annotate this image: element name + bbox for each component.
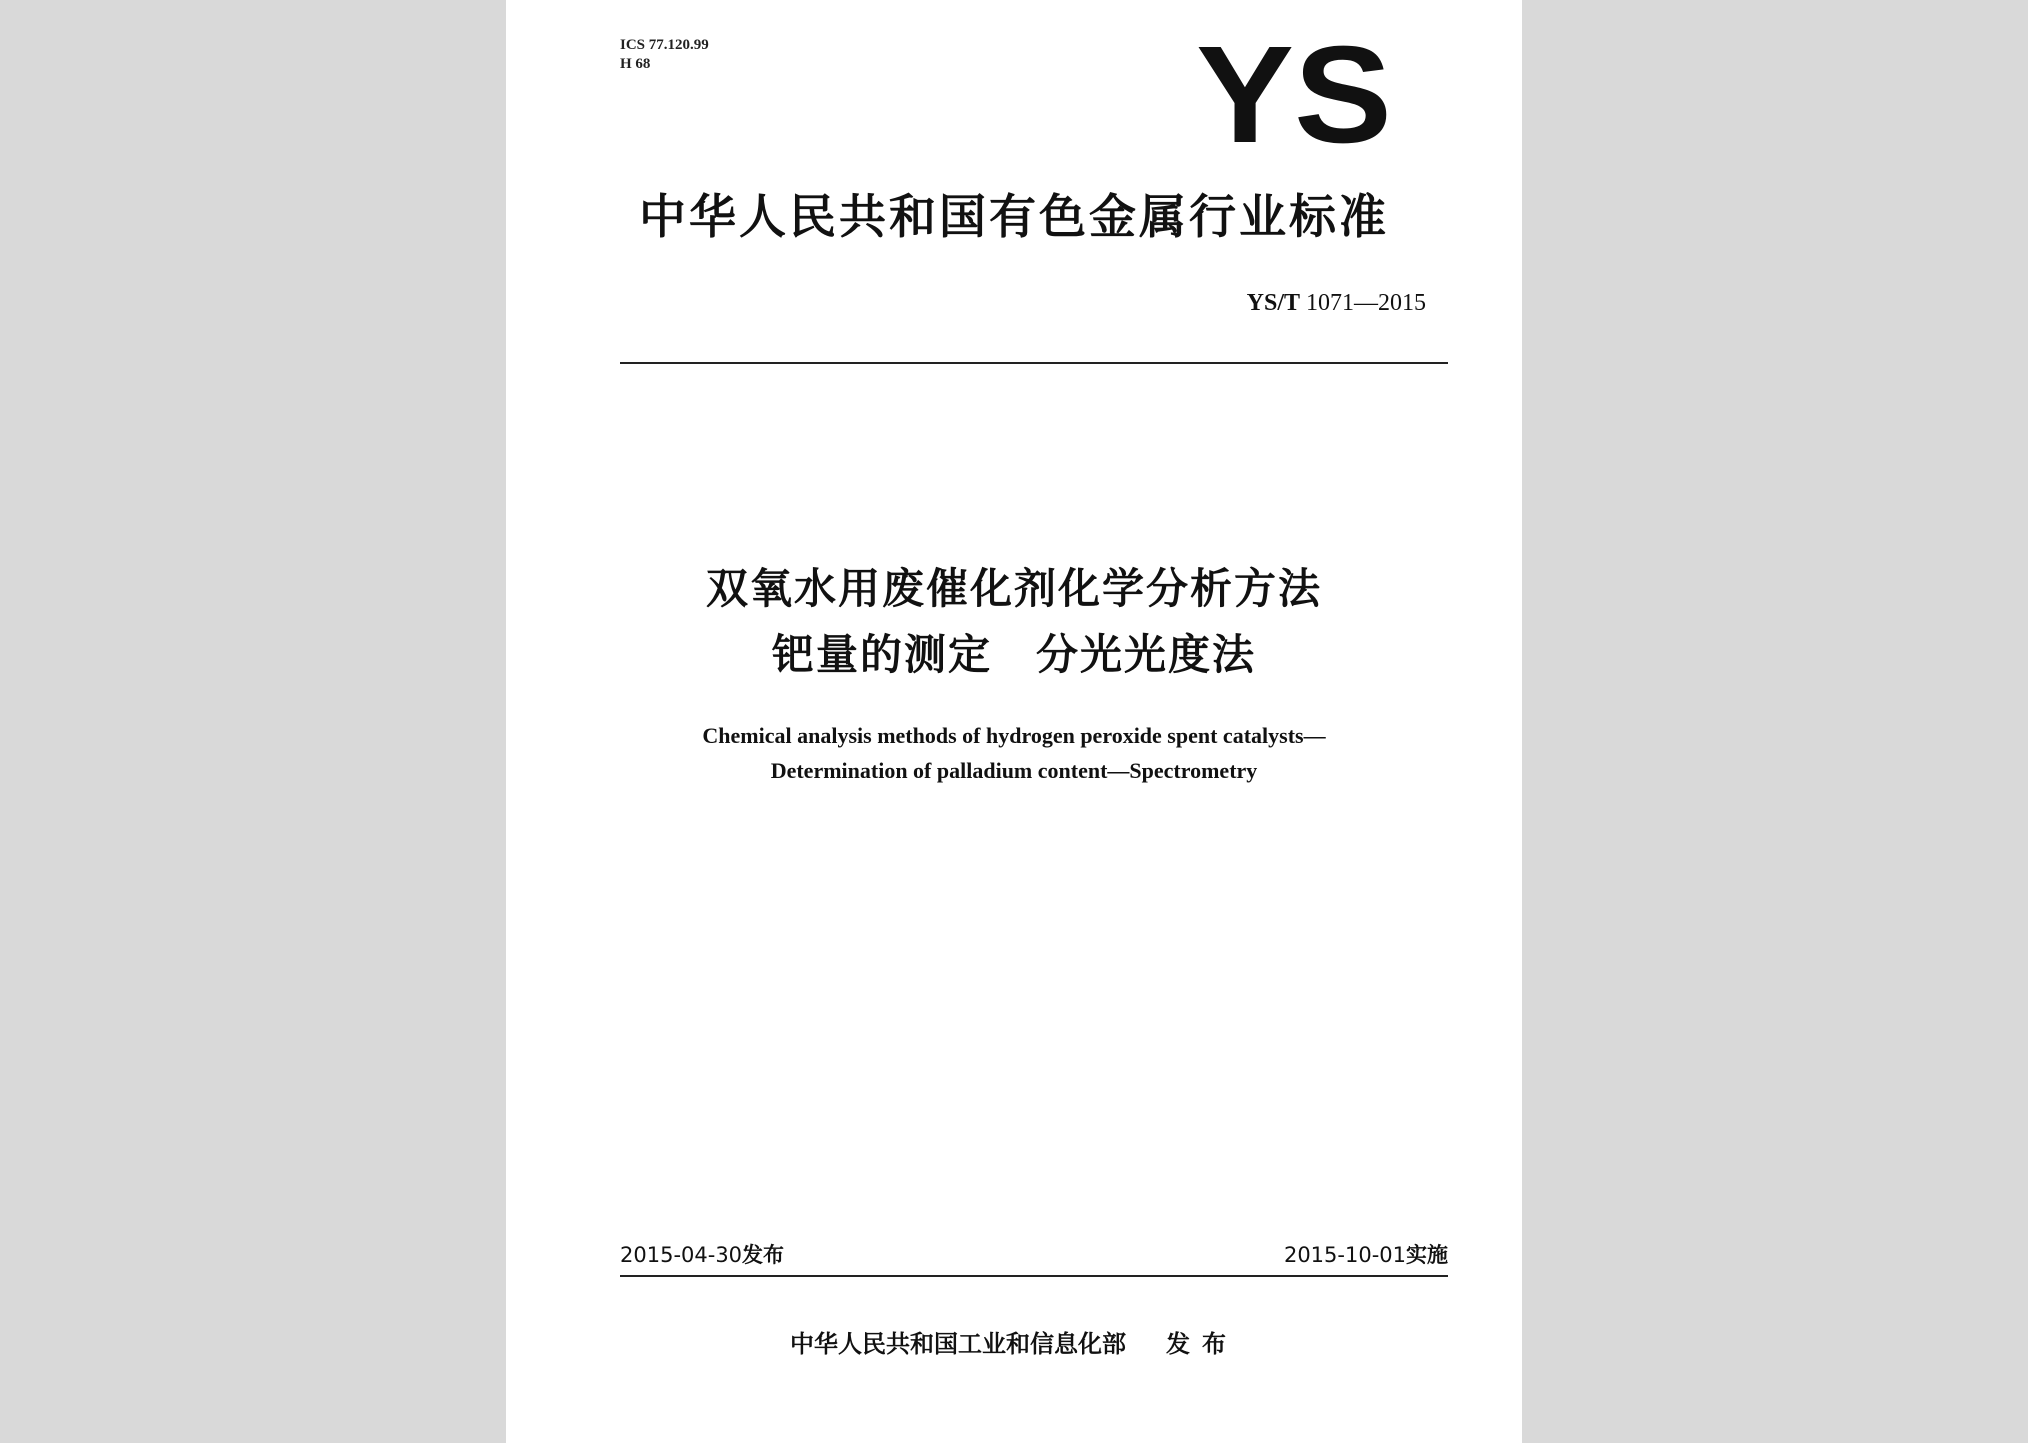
implementation-date-value: 2015-10-01 bbox=[1283, 1243, 1406, 1267]
english-title-line-1: Chemical analysis methods of hydrogen peroxide spent catalysts— bbox=[702, 723, 1326, 748]
footer-divider bbox=[620, 1275, 1448, 1277]
standard-number-value: 1071—2015 bbox=[1306, 290, 1426, 316]
ics-code: ICS 77.120.99 bbox=[620, 37, 709, 53]
ccs-code: H 68 bbox=[620, 56, 651, 72]
english-title-line-2: Determination of palladium content—Spectrometry bbox=[770, 758, 1258, 783]
chinese-title-line-2: 钯量的测定 分光光度法 bbox=[771, 630, 1256, 679]
implementation-date-label: 实施 bbox=[1406, 1243, 1448, 1267]
document-page bbox=[506, 0, 1522, 1443]
implementation-date bbox=[1284, 1241, 1448, 1269]
issue-date-value: 2015-04-30 bbox=[620, 1243, 743, 1267]
issuing-authority bbox=[506, 1328, 1522, 1360]
issuer-name: 中华人民共和国工业和信息化部 bbox=[790, 1330, 1126, 1358]
issuer-action: 发布 bbox=[1166, 1330, 1238, 1358]
issue-date-label: 发布 bbox=[742, 1243, 785, 1267]
standard-category-title: 中华人民共和国有色金属行业标准 bbox=[639, 190, 1389, 245]
issue-date bbox=[620, 1241, 784, 1269]
standard-number-prefix: YS/T bbox=[1246, 290, 1300, 316]
logo-text: YS bbox=[1196, 38, 1392, 150]
standard-number bbox=[1247, 288, 1426, 318]
ys-logo-icon bbox=[1194, 38, 1394, 150]
classification-codes bbox=[620, 36, 709, 74]
header-divider bbox=[620, 362, 1448, 364]
chinese-title-line-1: 双氧水用废催化剂化学分析方法 bbox=[705, 564, 1322, 613]
